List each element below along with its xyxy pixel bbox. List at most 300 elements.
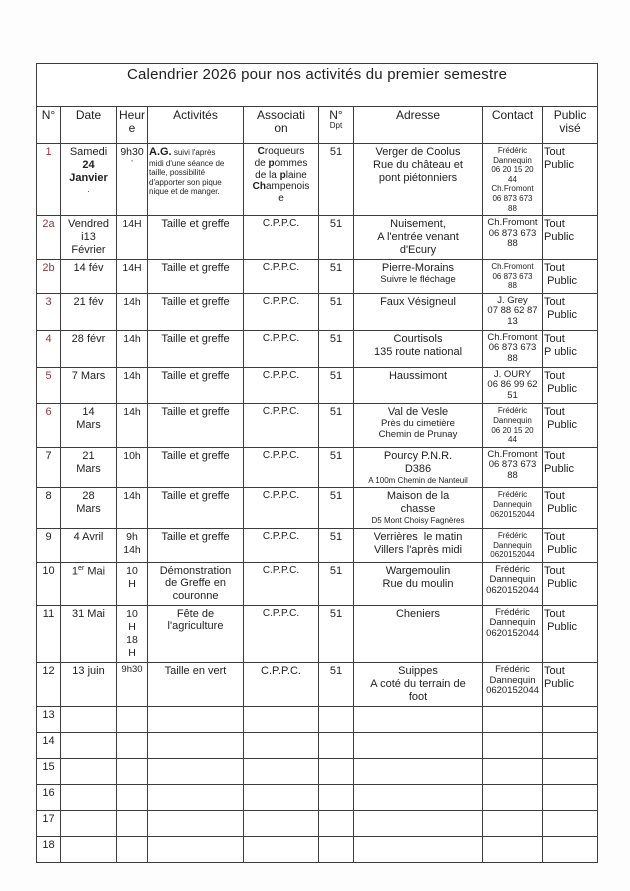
text-line: C.P.P.C. bbox=[262, 564, 300, 576]
text-line: 88 bbox=[507, 470, 518, 482]
cell-association bbox=[244, 367, 319, 404]
text-segment: laine bbox=[285, 169, 307, 181]
cell-dpt bbox=[319, 260, 354, 294]
cell-dpt bbox=[319, 562, 354, 605]
text-line: 13 bbox=[42, 709, 55, 722]
text-line: Pierre-Morains bbox=[381, 262, 455, 275]
text-line: midi d'une séance de bbox=[149, 158, 225, 168]
text-line: e bbox=[128, 121, 136, 136]
text-line: 44 bbox=[508, 174, 517, 184]
text-line: C.P.P.C. bbox=[262, 530, 300, 542]
text-line: D5 Mont Choisy Fagnères bbox=[371, 516, 465, 526]
cell-public bbox=[543, 488, 598, 529]
cell-date bbox=[61, 404, 117, 447]
cell-adresse bbox=[354, 488, 483, 529]
text-line: Date bbox=[75, 108, 102, 122]
text-line: Public bbox=[544, 678, 574, 691]
text-line: Mars bbox=[76, 419, 101, 432]
cell-activites bbox=[148, 811, 244, 837]
cell-heure bbox=[117, 216, 148, 260]
cell-date bbox=[61, 785, 117, 811]
text-line bbox=[245, 193, 317, 205]
text-line: 13 bbox=[507, 316, 518, 328]
cell-association bbox=[244, 707, 319, 733]
text-segment: Mai bbox=[84, 565, 106, 578]
table-row bbox=[37, 605, 598, 663]
cell-date bbox=[61, 733, 117, 759]
text-segment: e bbox=[278, 193, 284, 205]
text-line: J. Grey bbox=[497, 294, 528, 306]
text-line: 0620152044 bbox=[486, 627, 539, 639]
text-line: 88 bbox=[507, 352, 518, 364]
text-line: Dannequin bbox=[493, 155, 532, 165]
text-line: Public bbox=[544, 231, 574, 244]
text-line: 07 88 62 87 bbox=[487, 305, 538, 317]
table-row bbox=[37, 837, 598, 863]
text-line: 5 bbox=[45, 369, 52, 382]
text-line: Faux Vésigneul bbox=[380, 295, 456, 308]
text-line: Maison de la bbox=[386, 490, 450, 503]
table-row bbox=[37, 562, 598, 605]
text-line: Frédéric bbox=[497, 530, 528, 540]
text-line: 2a bbox=[42, 218, 55, 231]
cell-adresse bbox=[354, 785, 483, 811]
cell-contact bbox=[483, 733, 543, 759]
cell-activites bbox=[148, 367, 244, 404]
text-line: 14h bbox=[123, 332, 141, 345]
cell-num bbox=[37, 605, 61, 663]
table-row bbox=[37, 404, 598, 447]
text-line: 10h bbox=[123, 449, 141, 462]
text-line: 51 bbox=[329, 449, 343, 462]
text-line: d'Ecury bbox=[399, 244, 437, 257]
cell-adresse bbox=[354, 293, 483, 330]
cell-contact bbox=[483, 663, 543, 707]
cell-num bbox=[37, 144, 61, 216]
cell-num bbox=[37, 663, 61, 707]
cell-dpt bbox=[319, 367, 354, 404]
text-line: Dannequin bbox=[489, 674, 536, 686]
cell-date bbox=[61, 260, 117, 294]
cell-association bbox=[244, 811, 319, 837]
text-line: 14 fév bbox=[73, 262, 104, 275]
text-line: A l'entrée venant bbox=[377, 231, 459, 244]
text-line: 17 bbox=[42, 813, 55, 826]
text-segment: C bbox=[257, 146, 265, 157]
text-line: C.P.P.C. bbox=[262, 295, 300, 307]
cell-contact bbox=[483, 811, 543, 837]
table-row bbox=[37, 260, 598, 294]
cell-adresse bbox=[354, 216, 483, 260]
cell-activites bbox=[148, 330, 244, 367]
cell-dpt bbox=[319, 663, 354, 707]
cell-public bbox=[543, 785, 598, 811]
text-line: 44 bbox=[508, 435, 517, 445]
table-row bbox=[37, 785, 598, 811]
text-line: 51 bbox=[329, 607, 343, 620]
table-row bbox=[37, 811, 598, 837]
text-line: 51 bbox=[329, 218, 343, 231]
cell-activites bbox=[148, 528, 244, 562]
text-line: J. OURY bbox=[493, 368, 532, 380]
text-line: Tout bbox=[544, 332, 565, 345]
cell-public bbox=[543, 260, 598, 294]
text-line: Près du cimetière bbox=[381, 418, 455, 430]
text-line: Taille et greffe bbox=[161, 490, 230, 503]
cell-public bbox=[543, 707, 598, 733]
text-line: A 100m Chemin de Nanteuil bbox=[368, 475, 468, 485]
text-line: Heur bbox=[118, 108, 145, 122]
text-segment: Ch bbox=[252, 181, 266, 193]
cell-public bbox=[543, 447, 598, 488]
text-line: 2b bbox=[42, 262, 55, 275]
text-line: Taille et greffe bbox=[161, 449, 230, 462]
cell-activites bbox=[148, 837, 244, 863]
text-line: Verrières le matin bbox=[373, 530, 463, 543]
cell-date bbox=[61, 663, 117, 707]
cell-dpt bbox=[319, 330, 354, 367]
cell-public bbox=[543, 404, 598, 447]
text-line: Ch.Fromont bbox=[491, 184, 534, 194]
cell-association bbox=[244, 216, 319, 260]
column-header-public bbox=[543, 107, 598, 144]
cell-dpt bbox=[319, 528, 354, 562]
text-line: d'apporter son pique bbox=[149, 177, 222, 187]
text-line: 06 20 15 20 bbox=[491, 425, 534, 435]
cell-dpt bbox=[319, 733, 354, 759]
cell-heure bbox=[117, 404, 148, 447]
text-line: nique et de manger. bbox=[149, 187, 220, 197]
text-line: 9 bbox=[45, 530, 52, 543]
text-line: 06 20 15 20 bbox=[491, 165, 534, 175]
text-line: 51 bbox=[329, 530, 343, 543]
cell-heure bbox=[117, 785, 148, 811]
cell-date bbox=[61, 144, 117, 216]
cell-heure bbox=[117, 330, 148, 367]
text-line: Taille et greffe bbox=[161, 530, 230, 543]
text-line: Janvier bbox=[69, 171, 108, 184]
text-line: Tout bbox=[544, 406, 565, 419]
text-line: 14 bbox=[42, 735, 55, 748]
text-line: Dannequin bbox=[489, 617, 536, 629]
cell-adresse bbox=[354, 837, 483, 863]
table-row bbox=[37, 367, 598, 404]
text-line: Verger de Coolus bbox=[375, 146, 461, 158]
text-line: 06 873 673 bbox=[492, 193, 533, 203]
cell-contact bbox=[483, 605, 543, 663]
text-line: Courtisols bbox=[393, 332, 443, 345]
text-line bbox=[149, 146, 242, 159]
column-header-dpt bbox=[319, 107, 354, 144]
cell-num bbox=[37, 488, 61, 529]
text-line: 4 bbox=[45, 332, 52, 345]
text-line: 88 bbox=[508, 281, 517, 291]
text-line: Dannequin bbox=[489, 574, 536, 586]
cell-num bbox=[37, 733, 61, 759]
text-line: 51 bbox=[329, 332, 343, 345]
cell-dpt bbox=[319, 811, 354, 837]
cell-num bbox=[37, 785, 61, 811]
table-row bbox=[37, 216, 598, 260]
text-line: Tout bbox=[544, 530, 565, 543]
text-line: Haussimont bbox=[388, 369, 448, 382]
cell-heure bbox=[117, 663, 148, 707]
text-line: 51 bbox=[329, 369, 343, 382]
text-line: Val de Vesle bbox=[387, 406, 449, 419]
text-line: 14h bbox=[123, 406, 141, 419]
cell-dpt bbox=[319, 785, 354, 811]
text-line: 0620152044 bbox=[490, 550, 535, 560]
text-line: 3 bbox=[45, 295, 52, 308]
text-line: Tout bbox=[544, 295, 565, 308]
text-line: 12 bbox=[42, 665, 55, 678]
text-line: Public bbox=[544, 577, 578, 590]
text-line: Activités bbox=[173, 108, 218, 122]
cell-num bbox=[37, 216, 61, 260]
text-line: 06 86 99 62 bbox=[487, 379, 538, 391]
cell-association bbox=[244, 733, 319, 759]
text-line: 4 Avril bbox=[73, 530, 104, 543]
text-line: N° bbox=[329, 108, 343, 122]
cell-date bbox=[61, 330, 117, 367]
text-line: foot bbox=[408, 691, 428, 704]
cell-public bbox=[543, 144, 598, 216]
text-line: Associati bbox=[256, 108, 306, 122]
cell-dpt bbox=[319, 404, 354, 447]
cell-activites bbox=[148, 488, 244, 529]
table-row bbox=[37, 759, 598, 785]
cell-num bbox=[37, 260, 61, 294]
text-line: 51 bbox=[329, 295, 343, 308]
text-line: Février bbox=[71, 244, 106, 257]
cell-contact bbox=[483, 260, 543, 294]
text-line: Mars bbox=[76, 462, 101, 475]
cell-contact bbox=[483, 144, 543, 216]
text-line: Frédéric bbox=[495, 606, 530, 618]
text-line: Tout bbox=[544, 607, 565, 620]
text-line: H bbox=[128, 577, 136, 590]
text-line: Taille et greffe bbox=[161, 262, 230, 275]
text-line: 1 bbox=[45, 146, 52, 158]
cell-date bbox=[61, 707, 117, 733]
cell-association bbox=[244, 837, 319, 863]
text-segment: p bbox=[279, 169, 286, 181]
cell-num bbox=[37, 707, 61, 733]
cell-association bbox=[244, 260, 319, 294]
cell-date bbox=[61, 447, 117, 488]
text-line: Rue du moulin bbox=[382, 577, 454, 590]
text-line: Taille et greffe bbox=[161, 295, 230, 308]
text-line: 88 bbox=[508, 203, 517, 213]
text-line: Cheniers bbox=[395, 607, 441, 620]
cell-association bbox=[244, 759, 319, 785]
cell-num bbox=[37, 528, 61, 562]
text-line: C.P.P.C. bbox=[262, 218, 300, 230]
cell-contact bbox=[483, 330, 543, 367]
cell-association bbox=[244, 330, 319, 367]
cell-public bbox=[543, 605, 598, 663]
cell-num bbox=[37, 837, 61, 863]
cell-public bbox=[543, 528, 598, 562]
cell-activites bbox=[148, 733, 244, 759]
text-line bbox=[245, 146, 317, 158]
text-segment: roqueurs bbox=[264, 146, 305, 157]
cell-adresse bbox=[354, 367, 483, 404]
cell-adresse bbox=[354, 605, 483, 663]
text-line: 135 route national bbox=[373, 345, 463, 358]
table-row bbox=[37, 144, 598, 216]
cell-heure bbox=[117, 562, 148, 605]
cell-public bbox=[543, 367, 598, 404]
text-line: 7 Mars bbox=[71, 369, 106, 382]
cell-num bbox=[37, 811, 61, 837]
cell-public bbox=[543, 663, 598, 707]
text-line: Suivre le fléchage bbox=[380, 274, 456, 286]
text-line: chasse bbox=[400, 503, 436, 516]
text-line: 14h bbox=[123, 544, 141, 557]
column-header-adresse bbox=[354, 107, 483, 144]
text-line: Wargemoulin bbox=[385, 564, 451, 577]
text-line: 10 bbox=[42, 564, 55, 577]
text-line: Nuisement, bbox=[390, 218, 446, 231]
text-line: 14h bbox=[123, 369, 141, 382]
text-line: Démonstration bbox=[159, 564, 232, 577]
text-line: 51 bbox=[329, 490, 343, 503]
text-line: . bbox=[87, 184, 90, 194]
text-line: Tout bbox=[544, 490, 565, 503]
text-line: 7 bbox=[45, 449, 52, 462]
text-line: 8 bbox=[45, 490, 52, 503]
text-line: 14H bbox=[122, 218, 142, 231]
cell-activites bbox=[148, 562, 244, 605]
cell-adresse bbox=[354, 811, 483, 837]
text-line: C.P.P.C. bbox=[262, 369, 300, 381]
text-line: 28 bbox=[82, 490, 95, 503]
text-line: 0620152044 bbox=[486, 584, 539, 596]
text-line: C.P.P.C. bbox=[262, 332, 300, 344]
cell-association bbox=[244, 404, 319, 447]
text-line: A coté du terrain de bbox=[370, 678, 466, 691]
cell-association bbox=[244, 663, 319, 707]
page-title: Calendrier 2026 pour nos activités du premier semestre bbox=[37, 64, 598, 107]
cell-activites bbox=[148, 759, 244, 785]
cell-date bbox=[61, 528, 117, 562]
cell-adresse bbox=[354, 144, 483, 216]
table-row bbox=[37, 330, 598, 367]
text-line: Taille et greffe bbox=[161, 406, 230, 419]
cell-adresse bbox=[354, 330, 483, 367]
cell-activites bbox=[148, 605, 244, 663]
text-line: P ublic bbox=[544, 345, 577, 358]
table-row bbox=[37, 293, 598, 330]
column-header-date bbox=[61, 107, 117, 144]
text-line: on bbox=[274, 121, 288, 136]
text-segment: de bbox=[254, 157, 269, 169]
text-line: C.P.P.C. bbox=[262, 490, 300, 502]
text-line bbox=[245, 181, 317, 193]
column-header-num bbox=[37, 107, 61, 144]
cell-num bbox=[37, 562, 61, 605]
cell-heure bbox=[117, 837, 148, 863]
text-line: 9h bbox=[126, 530, 138, 543]
text-line: Tout bbox=[544, 146, 565, 158]
text-line: 06 873 673 bbox=[492, 271, 533, 281]
text-line: i13 bbox=[81, 231, 96, 244]
cell-dpt bbox=[319, 216, 354, 260]
text-line: 10 bbox=[126, 607, 138, 620]
cell-heure bbox=[117, 707, 148, 733]
text-line: 15 bbox=[42, 761, 55, 774]
cell-date bbox=[61, 837, 117, 863]
cell-association bbox=[244, 447, 319, 488]
text-line: Dannequin bbox=[493, 540, 532, 550]
text-line: C.P.P.C. bbox=[262, 262, 300, 274]
text-line bbox=[245, 170, 317, 182]
text-line: Public bbox=[544, 158, 574, 171]
text-line: Contact bbox=[491, 108, 534, 122]
text-line: Public bbox=[544, 543, 578, 556]
text-line: C.P.P.C. bbox=[262, 449, 300, 461]
header-row bbox=[37, 107, 598, 144]
text-line: de Greffe en bbox=[165, 577, 226, 590]
text-line: Frédéric bbox=[497, 490, 528, 500]
text-line: Public bbox=[544, 382, 578, 395]
text-line: 24 bbox=[82, 158, 95, 171]
text-line: Public bbox=[553, 108, 587, 122]
text-line: 9h30 bbox=[120, 146, 144, 158]
cell-contact bbox=[483, 528, 543, 562]
cell-contact bbox=[483, 293, 543, 330]
cell-activites bbox=[148, 663, 244, 707]
text-line: 13 juin bbox=[72, 665, 105, 678]
cell-public bbox=[543, 811, 598, 837]
cell-activites bbox=[148, 293, 244, 330]
cell-heure bbox=[117, 260, 148, 294]
text-line: Dannequin bbox=[493, 499, 532, 509]
cell-activites bbox=[148, 404, 244, 447]
cell-heure bbox=[117, 447, 148, 488]
text-line: Public bbox=[544, 462, 574, 475]
text-line: Taille en vert bbox=[164, 665, 227, 678]
text-line: 06 873 673 bbox=[488, 342, 537, 354]
text-line: 06 873 673 bbox=[488, 227, 537, 239]
column-header-association bbox=[244, 107, 319, 144]
cell-association bbox=[244, 144, 319, 216]
cell-heure bbox=[117, 759, 148, 785]
cell-activites bbox=[148, 216, 244, 260]
cell-public bbox=[543, 837, 598, 863]
text-line: Frédéric bbox=[497, 146, 528, 155]
title-row bbox=[37, 64, 598, 107]
text-line: Ch.Fromont bbox=[487, 331, 538, 343]
cell-contact bbox=[483, 404, 543, 447]
cell-association bbox=[244, 488, 319, 529]
text-line: Frédéric bbox=[497, 406, 528, 416]
text-line: 14H bbox=[122, 262, 142, 275]
text-line: 14 bbox=[82, 406, 95, 419]
text-line: Vendred bbox=[68, 218, 109, 231]
cell-num bbox=[37, 330, 61, 367]
text-segment: suivi l'après bbox=[171, 148, 216, 157]
cell-heure bbox=[117, 605, 148, 663]
text-line: 28 févr bbox=[71, 332, 106, 345]
text-line: Pourcy P.N.R. bbox=[383, 449, 453, 462]
cell-contact bbox=[483, 447, 543, 488]
cell-date bbox=[61, 811, 117, 837]
column-header-activites bbox=[148, 107, 244, 144]
text-line: H bbox=[128, 620, 136, 633]
text-line: 14h bbox=[123, 490, 141, 503]
